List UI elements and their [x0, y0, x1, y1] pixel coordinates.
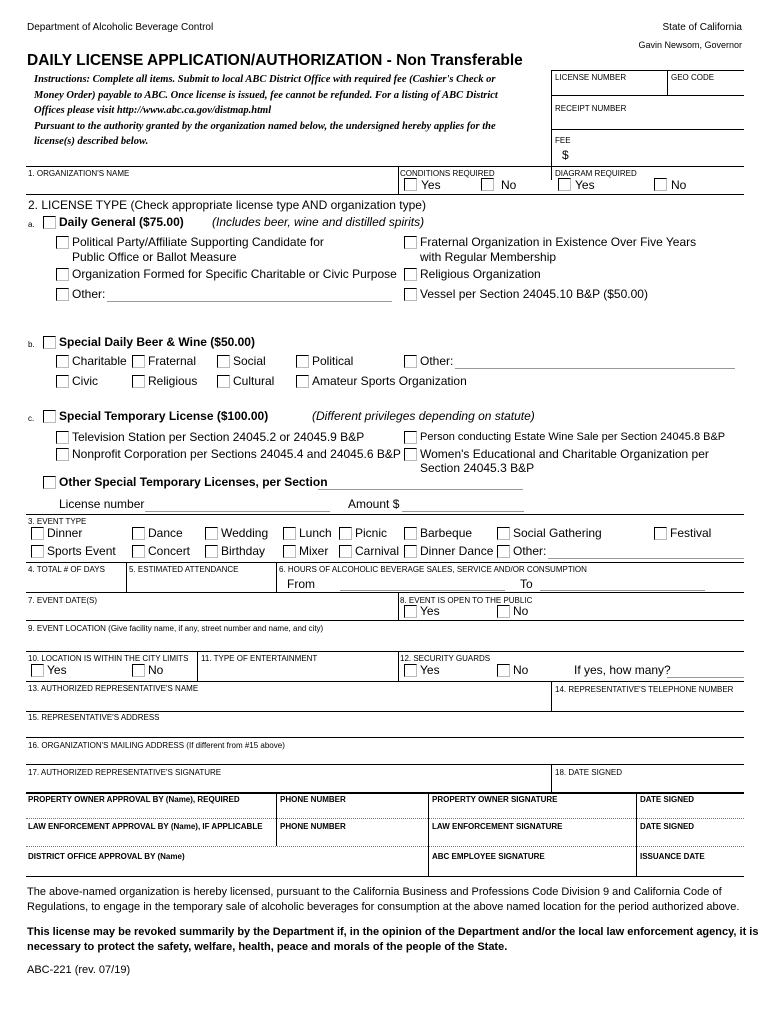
special-temporary-checkbox[interactable] [43, 410, 56, 423]
civic-checkbox[interactable] [56, 375, 69, 388]
security-guards-label: 12. SECURITY GUARDS [400, 654, 491, 663]
open-public-label: 8. EVENT IS OPEN TO THE PUBLIC [400, 596, 533, 605]
license-number-label: LICENSE NUMBER [555, 73, 627, 82]
open-public-no-checkbox[interactable] [497, 605, 510, 618]
event-type-label: 3. EVENT TYPE [28, 517, 87, 526]
entertainment-label: 11. TYPE OF ENTERTAINMENT [201, 654, 318, 663]
conditions-no-checkbox[interactable] [481, 178, 494, 191]
owner-approval-label: PROPERTY OWNER APPROVAL BY (Name), REQUIRED [28, 795, 240, 804]
org-name-label: 1. ORGANIZATION'S NAME [28, 169, 130, 178]
event-lunch-checkbox[interactable] [283, 527, 296, 540]
amateur-sports-checkbox[interactable] [296, 375, 309, 388]
event-dates-label: 7. EVENT DATE(S) [28, 596, 98, 605]
cultural-checkbox[interactable] [217, 375, 230, 388]
vessel-checkbox[interactable] [404, 288, 417, 301]
event-other-field[interactable] [548, 558, 744, 559]
conditions-yes-checkbox[interactable] [404, 178, 417, 191]
religious-org-checkbox[interactable] [404, 268, 417, 281]
special-daily-other-checkbox[interactable] [404, 355, 417, 368]
instructions: Instructions: Complete all items. Submit to local ABC District Office with required fee (Cashier's Check or Money Order) payable to ABC. Once license is issued, fee cannot be refunded. For a listing of ABC District Offices please visit http://www.abc.ca.gov/distmap.html Pursuant to the authority granted by the organization named below, the undersigned hereby applies for the license(s) described below. [34, 74, 498, 147]
signature-label: 17. AUTHORIZED REPRESENTATIVE'S SIGNATURE [28, 768, 222, 777]
womens-org-checkbox[interactable] [404, 448, 417, 461]
law-phone-label: PHONE NUMBER [280, 822, 346, 831]
event-festival-checkbox[interactable] [654, 527, 667, 540]
daily-general-other-checkbox[interactable] [56, 288, 69, 301]
attendance-label: 5. ESTIMATED ATTENDANCE [129, 565, 239, 574]
daily-general-other-field[interactable] [107, 301, 392, 302]
security-yes-checkbox[interactable] [404, 664, 417, 677]
license-statement: The above-named organization is hereby licensed, pursuant to the California Business and Professions Code Division 9 and California Code of Regulations, to engage in the temporary sale of alcoholic beverages for consumption at the above named location for the period authorized above. [27, 886, 740, 913]
event-other-checkbox[interactable] [497, 545, 510, 558]
diagram-required-label: DIAGRAM REQUIRED [555, 169, 637, 178]
event-picnic-checkbox[interactable] [339, 527, 352, 540]
city-limits-yes-checkbox[interactable] [31, 664, 44, 677]
mailing-address-label: 16. ORGANIZATION'S MAILING ADDRESS (If different from #15 above) [28, 741, 285, 750]
law-approval-label: LAW ENFORCEMENT APPROVAL BY (Name), IF APPLICABLE [28, 822, 263, 831]
daily-general-title: Daily General ($75.00) [59, 215, 184, 229]
receipt-number-label: RECEIPT NUMBER [555, 104, 627, 113]
event-concert-checkbox[interactable] [132, 545, 145, 558]
security-no-checkbox[interactable] [497, 664, 510, 677]
estate-wine-checkbox[interactable] [404, 431, 417, 444]
owner-date-label: DATE SIGNED [640, 795, 695, 804]
city-limits-label: 10. LOCATION IS WITHIN THE CITY LIMITS [28, 654, 189, 663]
department-name: Department of Alcoholic Beverage Control [27, 22, 214, 33]
owner-phone-label: PHONE NUMBER [280, 795, 346, 804]
state-name: State of California [662, 22, 742, 33]
diagram-yes-checkbox[interactable] [558, 178, 571, 191]
special-daily-other-field[interactable] [455, 368, 735, 369]
rep-phone-label: 14. REPRESENTATIVE'S TELEPHONE NUMBER [555, 685, 734, 694]
rep-address-label: 15. REPRESENTATIVE'S ADDRESS [28, 713, 160, 722]
event-wedding-checkbox[interactable] [205, 527, 218, 540]
city-limits-no-checkbox[interactable] [132, 664, 145, 677]
event-dinner-dance-checkbox[interactable] [404, 545, 417, 558]
event-carnival-checkbox[interactable] [339, 545, 352, 558]
nonprofit-checkbox[interactable] [56, 448, 69, 461]
special-daily-checkbox[interactable] [43, 336, 56, 349]
office-box-border [551, 70, 552, 180]
conditions-required-label: CONDITIONS REQUIRED [400, 169, 495, 178]
event-birthday-checkbox[interactable] [205, 545, 218, 558]
diagram-no-checkbox[interactable] [654, 178, 667, 191]
other-special-license-number-field[interactable] [145, 511, 330, 512]
event-social-gathering-checkbox[interactable] [497, 527, 510, 540]
tv-station-checkbox[interactable] [56, 431, 69, 444]
event-mixer-checkbox[interactable] [283, 545, 296, 558]
owner-signature-label: PROPERTY OWNER SIGNATURE [432, 795, 558, 804]
revocation-statement: This license may be revoked summarily by the Department if, in the opinion of the Department and/or the local law enforcement agency, it is necessary to protect the safety, welfare, health, peace and morals of the people of the State. [27, 926, 759, 953]
event-dinner-checkbox[interactable] [31, 527, 44, 540]
daily-general-checkbox[interactable] [43, 216, 56, 229]
law-date-label: DATE SIGNED [640, 822, 695, 831]
hours-from-field[interactable] [340, 590, 505, 591]
charitable-civic-org-checkbox[interactable] [56, 268, 69, 281]
geo-code-label: GEO CODE [671, 73, 715, 82]
social-checkbox[interactable] [217, 355, 230, 368]
fee-label: FEE [555, 136, 571, 145]
event-location-label: 9. EVENT LOCATION (Give facility name, if any, street number and name, and city) [28, 624, 324, 633]
hours-to-field[interactable] [540, 590, 705, 591]
license-type-heading: 2. LICENSE TYPE (Check appropriate license type AND organization type) [28, 198, 426, 212]
political-party-checkbox[interactable] [56, 236, 69, 249]
fraternal-checkbox[interactable] [132, 355, 145, 368]
form-id: ABC-221 (rev. 07/19) [27, 964, 131, 976]
political-checkbox[interactable] [296, 355, 309, 368]
total-days-label: 4. TOTAL # OF DAYS [28, 565, 105, 574]
hours-label: 6. HOURS OF ALCOHOLIC BEVERAGE SALES, SERVICE AND/OR CONSUMPTION [279, 565, 587, 574]
open-public-yes-checkbox[interactable] [404, 605, 417, 618]
governor-name: Gavin Newsom, Governor [638, 40, 742, 50]
other-special-checkbox[interactable] [43, 476, 56, 489]
form-title: DAILY LICENSE APPLICATION/AUTHORIZATION - Non Transferable [27, 52, 523, 69]
fraternal-org-checkbox[interactable] [404, 236, 417, 249]
event-sports-checkbox[interactable] [31, 545, 44, 558]
religious-checkbox[interactable] [132, 375, 145, 388]
charitable-checkbox[interactable] [56, 355, 69, 368]
other-special-section-field[interactable] [318, 489, 523, 490]
security-count-field[interactable] [667, 677, 744, 678]
special-temporary-title: Special Temporary License ($100.00) [59, 409, 269, 423]
date-signed-label: 18. DATE SIGNED [555, 768, 622, 777]
issuance-date-label: ISSUANCE DATE [640, 852, 705, 861]
law-signature-label: LAW ENFORCEMENT SIGNATURE [432, 822, 563, 831]
special-daily-title: Special Daily Beer & Wine ($50.00) [59, 335, 255, 349]
fee-dollar-sign: $ [562, 148, 569, 162]
abc-signature-label: ABC EMPLOYEE SIGNATURE [432, 852, 545, 861]
rep-name-label: 13. AUTHORIZED REPRESENTATIVE'S NAME [28, 684, 199, 693]
district-approval-label: DISTRICT OFFICE APPROVAL BY (Name) [28, 852, 185, 861]
event-dance-checkbox[interactable] [132, 527, 145, 540]
other-special-amount-field[interactable] [402, 511, 524, 512]
event-barbeque-checkbox[interactable] [404, 527, 417, 540]
